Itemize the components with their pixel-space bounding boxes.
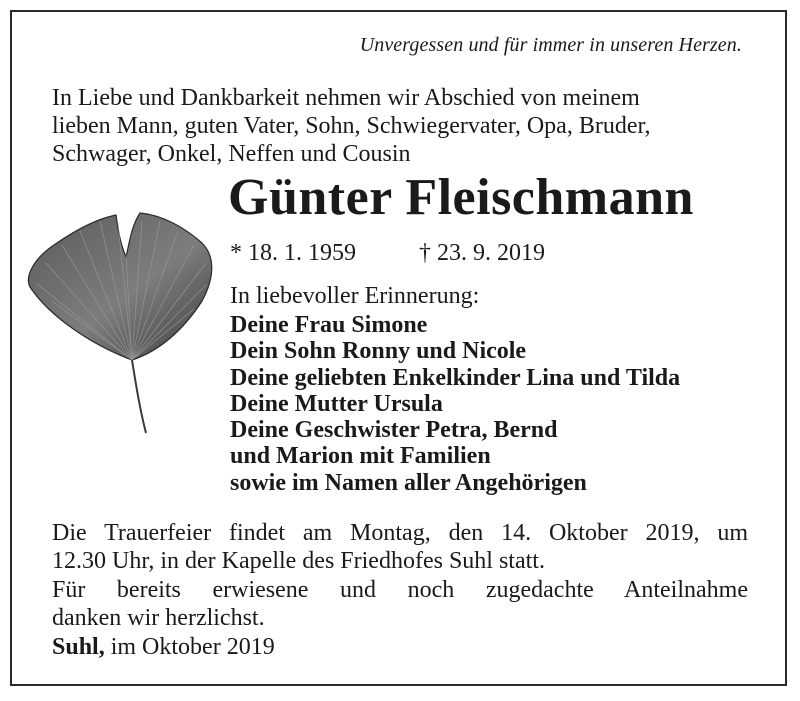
thanks-note bbox=[52, 576, 748, 632]
mourner-line: und Marion mit Familien bbox=[230, 443, 491, 470]
funeral-notice bbox=[52, 519, 748, 575]
mourner-line: Deine Mutter Ursula bbox=[230, 390, 443, 417]
signature bbox=[52, 634, 275, 661]
death-date: † 23. 9. 2019 bbox=[419, 240, 545, 266]
funeral-line: Die Trauerfeier findet am Montag, den 14. Oktober 2019, um bbox=[52, 520, 748, 546]
mourners-list bbox=[230, 312, 680, 496]
motto: Unvergessen und für immer in unseren Herzen. bbox=[359, 34, 742, 56]
funeral-line: 12.30 Uhr, in der Kapelle des Friedhofes Suhl statt. bbox=[52, 548, 545, 574]
intro-line: Schwager, Onkel, Neffen und Cousin bbox=[52, 141, 411, 167]
signature-place: Suhl, bbox=[52, 634, 105, 660]
mourner-line: Dein Sohn Ronny und Nicole bbox=[230, 338, 527, 365]
mourner-line: Deine Frau Simone bbox=[230, 312, 428, 338]
signature-date: im Oktober 2019 bbox=[104, 634, 275, 660]
mourner-line: Deine Geschwister Petra, Bernd bbox=[230, 417, 558, 444]
intro-line: lieben Mann, guten Vater, Sohn, Schwiegervater, Opa, Bruder, bbox=[52, 113, 651, 139]
thanks-line: Für bereits erwiesene und noch zugedachte Anteilnahme bbox=[52, 577, 748, 603]
ginkgo-leaf-icon bbox=[22, 205, 222, 440]
intro-text bbox=[52, 84, 752, 168]
mourner-line: Deine geliebten Enkelkinder Lina und Tilda bbox=[230, 364, 681, 391]
intro-line: In Liebe und Dankbarkeit nehmen wir Abschied von meinem bbox=[52, 85, 640, 111]
memory-label: In liebevoller Erinnerung: bbox=[230, 283, 480, 309]
mourner-line: sowie im Namen aller Angehörigen bbox=[230, 469, 587, 496]
deceased-name: Günter Fleischmann bbox=[228, 169, 694, 226]
thanks-line: danken wir herzlichst. bbox=[52, 605, 265, 631]
birth-date: * 18. 1. 1959 bbox=[230, 240, 356, 266]
